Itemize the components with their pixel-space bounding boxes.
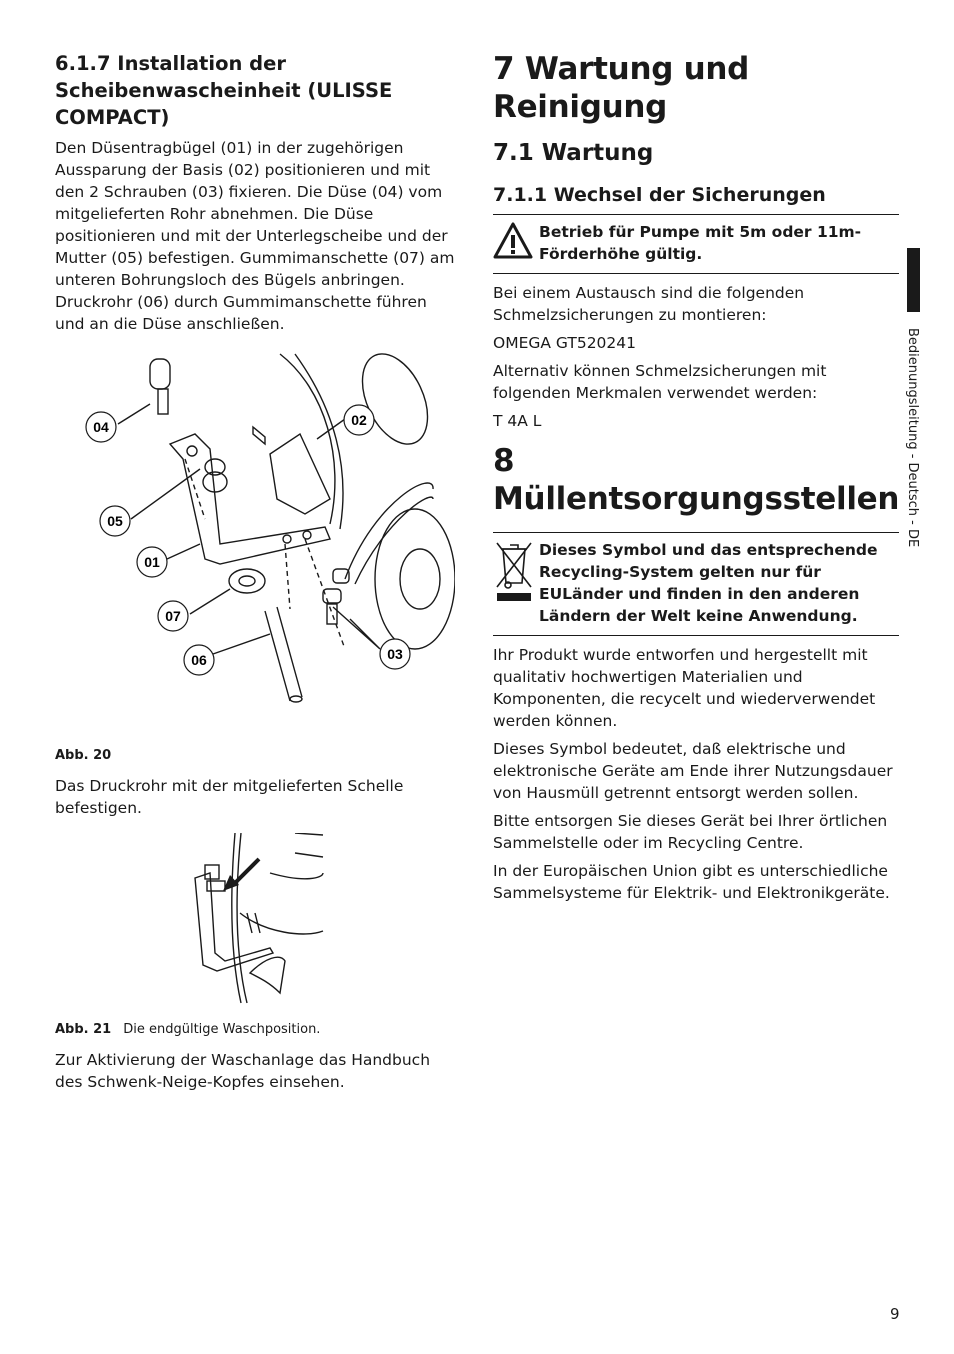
activation-note: Zur Aktivierung der Waschanlage das Handbuch des Schwenk-Neige-Kopfes einsehen. (55, 1051, 431, 1091)
fuse-intro: Bei einem Austausch sind die folgenden Schmelzsicherungen zu montieren: (493, 284, 805, 324)
warning-note (493, 214, 899, 274)
chapter-8-title: 8 Müllentsorgungsstellen (493, 443, 900, 517)
recycling-paragraph-2: Dieses Symbol bedeutet, daß elektrische und elektronische Geräte am Ende ihrer Nutzungsdauer von Hausmüll getrennt entsorgt werden sollen. (493, 740, 893, 802)
recycling-paragraph-4: In der Europäischen Union gibt es unterschiedliche Sammelsysteme für Elektrik- und Elektronikgeräte. (493, 862, 890, 902)
figure-21-illustration (55, 833, 455, 1013)
label-02: 02 (351, 412, 367, 428)
figure-20-caption: Abb. 20 (55, 748, 112, 763)
sidebar-marker (907, 248, 920, 312)
section-7-1-title: 7.1 Wartung (493, 140, 654, 166)
label-05: 05 (107, 513, 123, 529)
recycling-paragraph-3: Bitte entsorgen Sie dieses Gerät bei Ihrer örtlichen Sammelstelle oder im Recycling Centre. (493, 812, 888, 852)
weee-text: Dieses Symbol und das entsprechende Recycling-System gelten nur für EULänder und finden in den anderen Ländern der Welt keine Anwendung. (539, 541, 878, 625)
sidebar-label: Bedienungsleitung - Deutsch - DE (905, 328, 920, 548)
weee-note (493, 532, 899, 636)
left-column (55, 50, 455, 1099)
figure-21-caption: Abb. 21 Die endgültige Waschposition. (55, 1022, 321, 1037)
crossed-bin-icon (493, 539, 539, 607)
fuse-alternative: Alternativ können Schmelzsicherungen mit folgenden Merkmalen verwendet werden: (493, 362, 827, 402)
figure-20-illustration (55, 349, 455, 739)
right-column (493, 50, 899, 910)
label-06: 06 (191, 652, 207, 668)
recycling-paragraph-1: Ihr Produkt wurde entworfen und hergestellt mit qualitativ hochwertigen Materialien und Komponenten, die recycelt und wiederverwendet werden können. (493, 646, 876, 730)
chapter-7-title: 7 Wartung und Reinigung (493, 51, 750, 125)
section-7-1-1-title: 7.1.1 Wechsel der Sicherungen (493, 184, 826, 206)
label-07: 07 (165, 608, 181, 624)
label-01: 01 (144, 554, 160, 570)
warning-text: Betrieb für Pumpe mit 5m oder 11m-Förderhöhe gültig. (539, 223, 862, 263)
label-04: 04 (93, 419, 109, 435)
install-instructions: Den Düsentragbügel (01) in der zugehörigen Aussparung der Basis (02) positionieren und mit den 2 Schrauben (03) fixieren. Die Düse (04) vom mitgelieferten Rohr abnehmen. Die Düse positionieren und mit der Unterlegscheibe und der Mutter (05) befestigen. Gummimanschette (07) am unteren Bohrungsloch des Bügels anbringen. Druckrohr (06) durch Gummimanschette führen und an die Düse anschließen. (55, 139, 455, 333)
fuse-spec: T 4A L (493, 412, 542, 430)
clamp-instruction: Das Druckrohr mit der mitgelieferten Schelle befestigen. (55, 777, 404, 817)
warning-triangle-icon (493, 221, 539, 265)
fuse-part-number: OMEGA GT520241 (493, 334, 637, 352)
page-number: 9 (890, 1305, 900, 1323)
section-heading: 6.1.7 Installation der Scheibenwascheinheit (ULISSE COMPACT) (55, 52, 393, 129)
label-03: 03 (387, 646, 403, 662)
arrow-icon (233, 859, 259, 885)
